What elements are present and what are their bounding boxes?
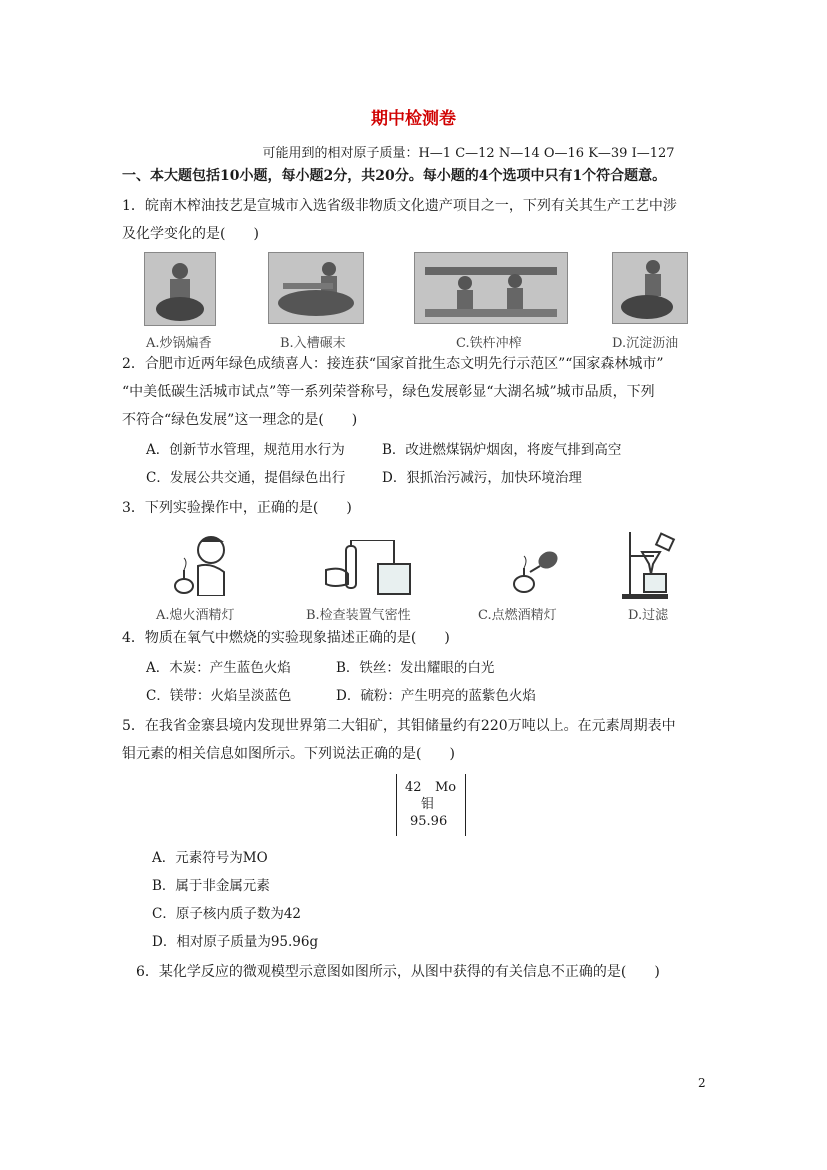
q1-stem-line1: 1．皖南木榨油技艺是宣城市入选省级非物质文化遗产项目之一，下列有关其生产工艺中涉 (122, 198, 677, 214)
q4-option-c: C．镁带：火焰呈淡蓝色 (146, 688, 292, 704)
q1-image-b (268, 252, 364, 324)
q3-image-d (620, 530, 680, 600)
q3-caption-c: C.点燃酒精灯 (478, 608, 557, 623)
q3-stem: 3．下列实验操作中，正确的是( ) (122, 500, 352, 516)
q1-image-d (612, 252, 688, 324)
q3-caption-d: D.过滤 (628, 608, 669, 623)
q2-stem-line1: 2．合肥市近两年绿色成绩喜人：接连获“国家首批生态文明先行示范区”“国家森林城市” (122, 356, 664, 372)
q4-stem: 4．物质在氧气中燃烧的实验现象描述正确的是( ) (122, 630, 450, 646)
q1-image-c (414, 252, 568, 324)
atomic-number: 42 (405, 780, 422, 795)
q5-option-c: C．原子核内质子数为42 (152, 906, 302, 922)
element-name: 钼 (421, 797, 435, 812)
q2-stem-line2: “中美低碳生活城市试点”等一系列荣誉称号，绿色发展彰显“大湖名城”城市品质，下列 (122, 384, 655, 400)
page-number: 2 (698, 1076, 706, 1090)
q2-option-d: D．狠抓治污减污，加快环境治理 (382, 470, 582, 486)
q6-stem: 6．某化学反应的微观模型示意图如图所示，从图中获得的有关信息不正确的是( ) (136, 964, 660, 980)
q3-caption-b: B.检查装置气密性 (306, 608, 411, 623)
q2-option-c: C．发展公共交通，提倡绿色出行 (146, 470, 346, 486)
element-card (396, 774, 466, 836)
atomic-mass: 95.96 (410, 814, 448, 829)
q1-caption-c: C.铁杵冲榨 (456, 336, 522, 351)
page-title: 期中检测卷 (371, 109, 456, 129)
element-symbol: Mo (435, 780, 457, 795)
q5-stem-line1: 5．在我省金寨县境内发现世界第二大钼矿，其钼储量约有220万吨以上。在元素周期表中 (122, 718, 676, 734)
q1-stem-line2: 及化学变化的是( ) (122, 226, 259, 242)
q4-option-a: A．木炭：产生蓝色火焰 (146, 660, 291, 676)
q5-stem-line2: 钼元素的相关信息如图所示。下列说法正确的是( ) (122, 746, 455, 762)
q1-caption-b: B.入槽碾末 (280, 336, 346, 351)
q3-caption-a: A.熄火酒精灯 (156, 608, 235, 623)
section-heading: 一、本大题包括10小题，每小题2分，共20分。每小题的4个选项中只有1个符合题意。 (122, 168, 667, 184)
q4-option-b: B．铁丝：发出耀眼的白光 (336, 660, 495, 676)
q3-image-c (504, 538, 568, 596)
relative-atomic-masses: 可能用到的相对原子质量：H—1 C—12 N—14 O—16 K—39 I—127 (262, 146, 675, 161)
q5-option-a: A．元素符号为MO (152, 850, 268, 866)
q1-caption-d: D.沉淀沥油 (612, 336, 679, 351)
q2-stem-line3: 不符合“绿色发展”这一理念的是( ) (122, 412, 358, 428)
q5-option-d: D．相对原子质量为95.96g (152, 934, 319, 950)
q1-caption-a: A.炒锅煸香 (146, 336, 212, 351)
q4-option-d: D．硫粉：产生明亮的蓝紫色火焰 (336, 688, 536, 704)
q3-image-b (322, 540, 414, 598)
q2-option-a: A．创新节水管理，规范用水行为 (146, 442, 345, 458)
q2-option-b: B．改进燃煤锅炉烟囱，将废气排到高空 (382, 442, 622, 458)
q3-image-a (166, 532, 236, 596)
q1-image-a (144, 252, 216, 326)
q5-option-b: B．属于非金属元素 (152, 878, 270, 894)
